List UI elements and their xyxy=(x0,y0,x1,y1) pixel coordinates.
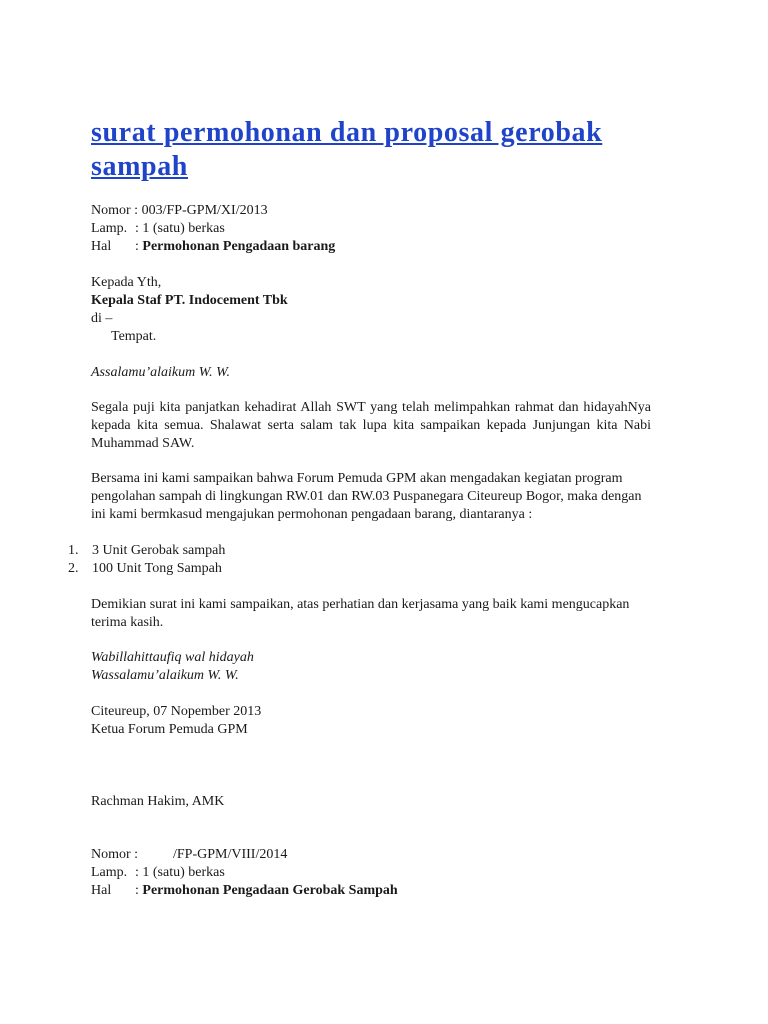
paragraph-3: Demikian surat ini kami sampaikan, atas perhatian dan kerjasama yang baik kami mengucapkan terima kasih. xyxy=(91,597,630,630)
greeting-line: Assalamu’alaikum W. W. xyxy=(91,365,230,380)
lamp-line xyxy=(91,220,225,238)
di-line: di – xyxy=(91,311,113,326)
lamp-label: Lamp. xyxy=(91,221,128,236)
nomor-label-2: Nomor : xyxy=(91,847,139,862)
position-line: Ketua Forum Pemuda GPM xyxy=(91,722,248,737)
hal-colon-2: : xyxy=(135,883,139,898)
lamp-value-2: : 1 (satu) berkas xyxy=(135,865,225,880)
paragraph-2: Bersama ini kami sampaikan bahwa Forum Pemuda GPM akan mengadakan kegiatan program pengolahan sampah di lingkungan RW.01 dan RW.03 Puspanegara Citeureup Bogor, maka dengan ini kami bermkasud mengajukan permohonan pengadaan barang, diantaranya : xyxy=(91,471,642,522)
hal-value-2: Permohonan Pengadaan Gerobak Sampah xyxy=(142,883,398,898)
closing-line-1: Wabillahittaufiq wal hidayah xyxy=(91,650,254,665)
nomor-value: 003/FP-GPM/XI/2013 xyxy=(141,203,268,218)
signer-line: Rachman Hakim, AMK xyxy=(91,794,225,809)
hal-line xyxy=(91,238,335,256)
recipient-line: Kepala Staf PT. Indocement Tbk xyxy=(91,293,288,308)
list-item-number: 1. xyxy=(68,543,79,558)
kepada-line: Kepada Yth, xyxy=(91,275,162,290)
list-item-text: 100 Unit Tong Sampah xyxy=(92,561,222,576)
nomor-line-2 xyxy=(91,846,287,864)
lamp-label-2: Lamp. xyxy=(91,865,128,880)
list-item xyxy=(68,560,222,578)
hal-label-2: Hal xyxy=(91,883,112,898)
nomor-label: Nomor : xyxy=(91,203,139,218)
closing-line-2: Wassalamu’alaikum W. W. xyxy=(91,668,239,683)
hal-value: Permohonan Pengadaan barang xyxy=(142,239,336,254)
nomor-value-2: /FP-GPM/VIII/2014 xyxy=(173,847,288,862)
place-date-line: Citeureup, 07 Nopember 2013 xyxy=(91,704,262,719)
list-item-text: 3 Unit Gerobak sampah xyxy=(92,543,226,558)
tempat-line: Tempat. xyxy=(111,329,157,344)
lamp-value: : 1 (satu) berkas xyxy=(135,221,225,236)
nomor-line xyxy=(91,202,268,220)
list-item-number: 2. xyxy=(68,561,79,576)
document-title-link[interactable]: surat permohonan dan proposal gerobak sampah xyxy=(91,117,603,182)
hal-label: Hal xyxy=(91,239,112,254)
paragraph-1: Segala puji kita panjatkan kehadirat Allah SWT yang telah melimpahkan rahmat dan hidayahNya kepada kita semua. Shalawat serta salam tak lupa kita sampaikan kepada Junjungan kita Nabi Muhammad SAW. xyxy=(91,400,651,451)
lamp-line-2 xyxy=(91,864,225,882)
hal-line-2 xyxy=(91,882,398,900)
list-item xyxy=(68,542,225,560)
hal-colon: : xyxy=(135,239,139,254)
